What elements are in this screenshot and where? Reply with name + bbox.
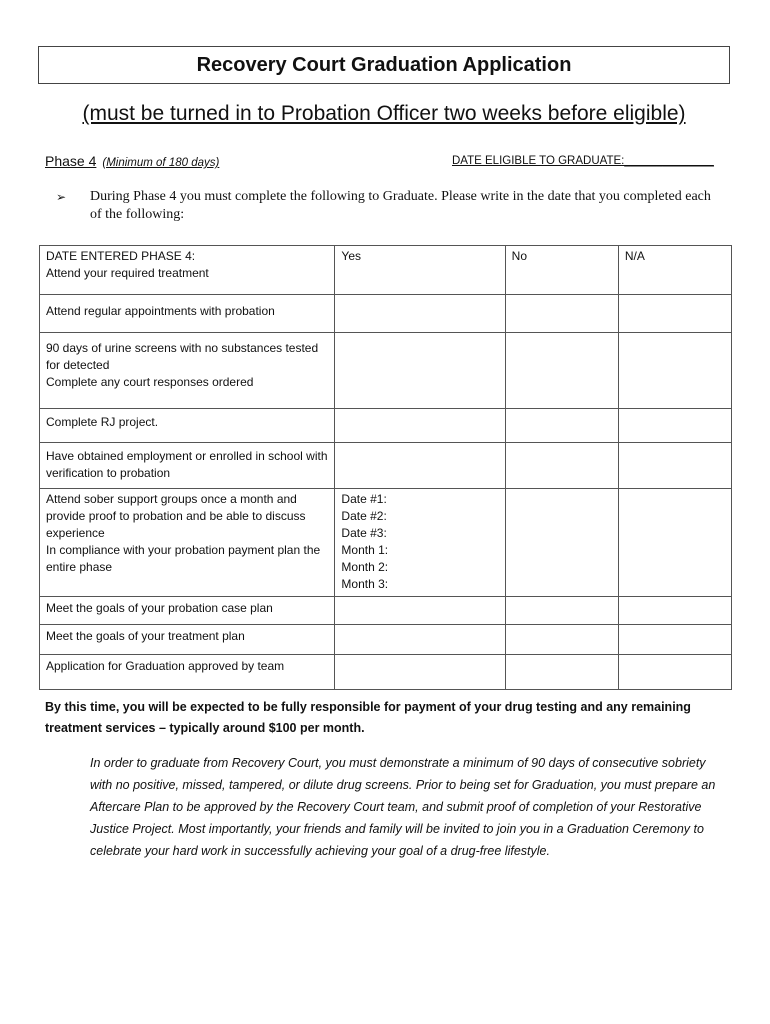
col-na-header: N/A [624, 249, 645, 263]
requirement-text: Attend sober support groups once a month and provide proof to probation and be able to discuss experience [46, 492, 306, 540]
no-cell[interactable] [505, 333, 618, 409]
requirement-text: Complete any court responses ordered [46, 375, 254, 389]
date-eligible-field[interactable]: DATE ELIGIBLE TO GRADUATE:______________ [452, 155, 714, 167]
requirement-text: Application for Graduation approved by team [46, 659, 285, 673]
date-entered-label: DATE ENTERED PHASE 4: [46, 249, 196, 263]
no-cell[interactable] [505, 443, 618, 489]
na-cell[interactable] [618, 409, 731, 443]
requirements-table [39, 245, 732, 690]
no-cell[interactable] [505, 597, 618, 625]
payment-responsibility-notice: By this time, you will be expected to be fully responsible for payment of your drug testing and any remaining treatment services – typically around $100 per month. [45, 700, 691, 735]
requirement-text: Attend regular appointments with probation [46, 304, 275, 318]
no-cell[interactable] [505, 409, 618, 443]
col-no-header: No [511, 249, 527, 263]
table-row [40, 246, 732, 295]
requirement-cell [40, 489, 335, 597]
no-cell[interactable] [505, 295, 618, 333]
na-cell[interactable] [618, 655, 731, 690]
na-cell[interactable] [618, 489, 731, 597]
requirement-text: 90 days of urine screens with no substances tested for detected [46, 341, 319, 372]
na-cell[interactable] [618, 597, 731, 625]
instructions-text: During Phase 4 you must complete the following to Graduate. Please write in the date that you completed each of the following: [90, 189, 711, 222]
requirement-text: Complete RJ project. [46, 415, 159, 429]
na-cell[interactable] [618, 246, 731, 295]
yes-cell[interactable] [335, 625, 505, 655]
sober-date-1: Date #1: [341, 492, 387, 506]
table-row [40, 597, 732, 625]
table-row [40, 409, 732, 443]
document-subtitle: (must be turned in to Probation Officer two weeks before eligible) [82, 102, 686, 125]
requirement-cell [40, 295, 335, 333]
requirement-cell [40, 597, 335, 625]
instructions [56, 188, 716, 224]
graduation-requirements-paragraph: In order to graduate from Recovery Court, you must demonstrate a minimum of 90 days of consecutive sobriety with no positive, missed, tampered, or dilute drug screens. Prior to being set for Graduation, you must prepare an Aftercare Plan to be approved by the Recovery Court team, and submit proof of completion of your Restorative Justice Project. Most importantly, your friends and family will be invited to join you in a Graduation Ceremony to celebrate your hard work in successfully achieving your goal of a drug-free lifestyle. [90, 756, 716, 858]
requirement-text: Meet the goals of your probation case plan [46, 601, 273, 615]
phase-minimum: (Minimum of 180 days) [102, 157, 220, 169]
yes-cell[interactable] [335, 246, 505, 295]
requirement-text: Attend your required treatment [46, 266, 209, 280]
requirement-cell [40, 409, 335, 443]
table-row [40, 625, 732, 655]
requirement-text: Meet the goals of your treatment plan [46, 629, 245, 643]
requirement-cell [40, 625, 335, 655]
arrow-bullet-icon: ➢ [56, 190, 67, 204]
payment-month-3: Month 3: [341, 577, 389, 591]
requirement-cell [40, 246, 335, 295]
na-cell[interactable] [618, 333, 731, 409]
no-cell[interactable] [505, 655, 618, 690]
yes-cell[interactable] [335, 489, 505, 597]
yes-cell[interactable] [335, 333, 505, 409]
phase-heading [45, 153, 219, 169]
na-cell[interactable] [618, 625, 731, 655]
payment-month-1: Month 1: [341, 543, 389, 557]
table-row [40, 295, 732, 333]
phase-label: Phase 4 [45, 153, 97, 169]
no-cell[interactable] [505, 246, 618, 295]
yes-cell[interactable] [335, 655, 505, 690]
yes-cell[interactable] [335, 597, 505, 625]
yes-cell[interactable] [335, 409, 505, 443]
table-row [40, 655, 732, 690]
na-cell[interactable] [618, 443, 731, 489]
document-title: Recovery Court Graduation Application [38, 46, 730, 84]
table-row [40, 489, 732, 597]
na-cell[interactable] [618, 295, 731, 333]
no-cell[interactable] [505, 489, 618, 597]
requirement-cell [40, 443, 335, 489]
requirement-cell [40, 333, 335, 409]
yes-cell[interactable] [335, 443, 505, 489]
sober-date-3: Date #3: [341, 526, 387, 540]
requirement-text: In compliance with your probation payment plan the entire phase [46, 543, 321, 574]
requirement-cell [40, 655, 335, 690]
yes-cell[interactable] [335, 295, 505, 333]
no-cell[interactable] [505, 625, 618, 655]
table-row [40, 443, 732, 489]
sober-date-2: Date #2: [341, 509, 387, 523]
payment-month-2: Month 2: [341, 560, 389, 574]
requirement-text: Have obtained employment or enrolled in school with verification to probation [46, 449, 328, 480]
table-row [40, 333, 732, 409]
col-yes-header: Yes [341, 249, 361, 263]
